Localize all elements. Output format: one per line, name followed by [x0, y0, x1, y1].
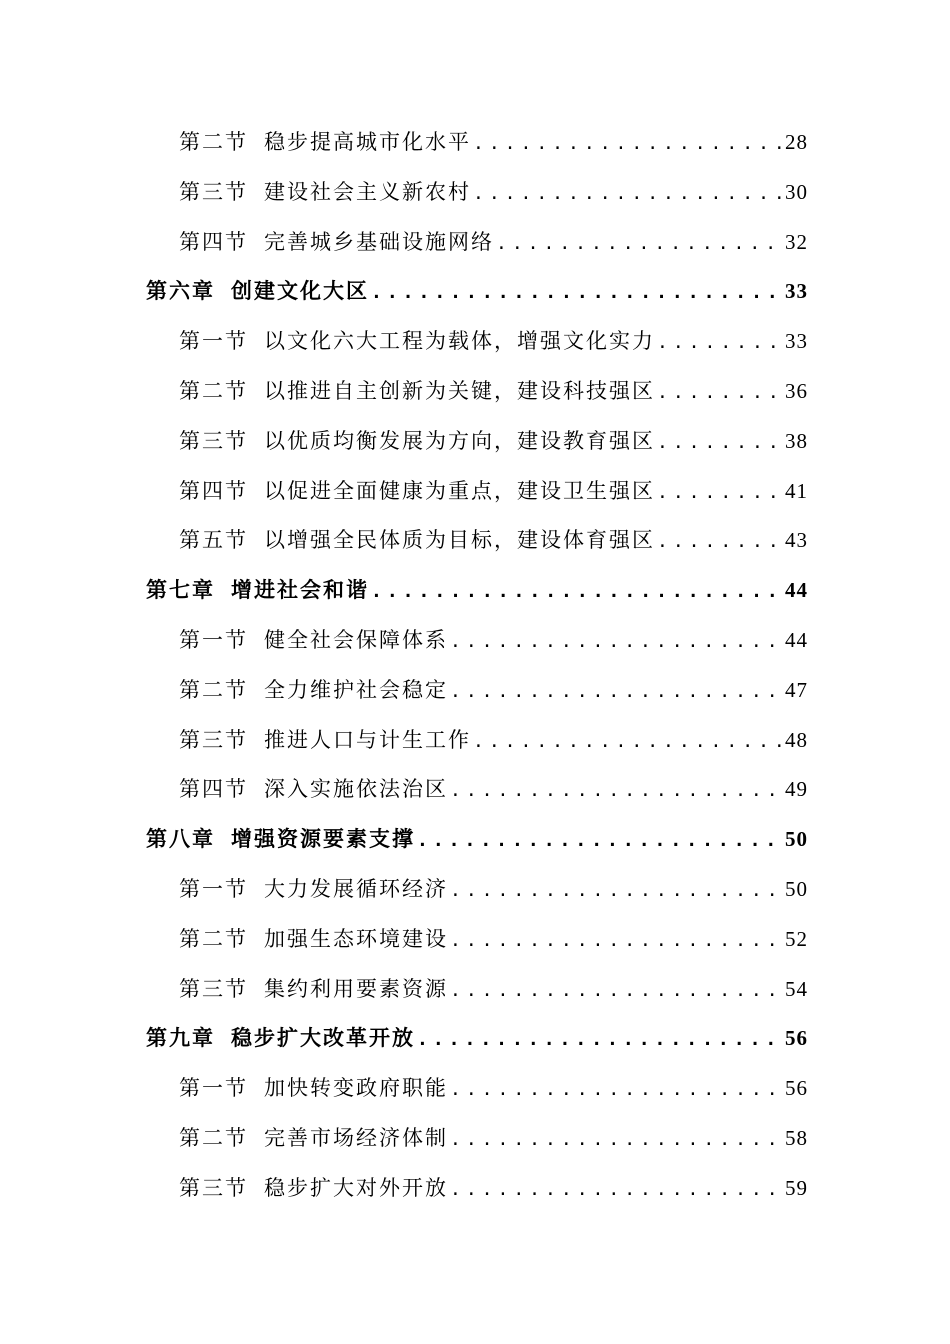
toc-entry[interactable]: [0, 1172, 808, 1222]
toc-entry-page: 38: [785, 428, 808, 453]
toc-entry-page: 49: [785, 777, 808, 802]
dot-leader: [655, 382, 784, 403]
toc-entry-page: 54: [785, 976, 808, 1001]
toc-chapter-page: 56: [785, 1026, 808, 1051]
toc-entry-title: 以增强全民体质为目标，建设体育强区: [264, 528, 655, 553]
toc-entry-title: 健全社会保障体系: [264, 627, 448, 652]
dot-leader: [655, 482, 784, 503]
toc-entry-label: 第一节: [179, 1076, 248, 1101]
toc-entry-label: 第四节: [179, 229, 248, 254]
toc-entry-page: 36: [785, 378, 808, 403]
dot-leader: [448, 1079, 784, 1100]
toc-entry[interactable]: [0, 1122, 808, 1172]
toc-entry-label: 第二节: [179, 378, 248, 403]
toc-chapter-page: 50: [785, 827, 808, 852]
toc-entry-label: 第一节: [179, 329, 248, 354]
toc-entry-page: 47: [785, 677, 808, 702]
toc-chapter[interactable]: [0, 275, 808, 325]
toc-entry-label: 第四节: [179, 777, 248, 802]
toc-entry-title: 以促进全面健康为重点，建设卫生强区: [264, 478, 655, 503]
toc-entry-title: 建设社会主义新农村: [264, 179, 471, 204]
toc-chapter-page: 44: [785, 578, 808, 603]
toc-entry-title: 稳步扩大对外开放: [264, 1175, 448, 1200]
toc-entry[interactable]: [0, 923, 808, 973]
toc-entry[interactable]: [0, 524, 808, 574]
toc-entry-page: 41: [785, 478, 808, 503]
dot-leader: [369, 581, 784, 602]
toc-entry-title: 以推进自主创新为关键，建设科技强区: [264, 378, 655, 403]
toc-entry-label: 第一节: [179, 876, 248, 901]
dot-leader: [448, 780, 784, 801]
toc-entry[interactable]: [0, 475, 808, 525]
dot-leader: [448, 681, 784, 702]
toc-entry-page: 48: [785, 727, 808, 752]
dot-leader: [448, 631, 784, 652]
toc-chapter-title: 增进社会和谐: [231, 577, 369, 603]
toc-entry-title: 推进人口与计生工作: [264, 727, 471, 752]
toc-entry-page: 52: [785, 926, 808, 951]
toc-entry-page: 58: [785, 1125, 808, 1150]
dot-leader: [655, 332, 784, 353]
toc-chapter-label: 第六章: [146, 278, 215, 304]
toc-entry-title: 加强生态环境建设: [264, 926, 448, 951]
dot-leader: [448, 930, 784, 951]
toc-chapter-page: 33: [785, 279, 808, 304]
toc-entry-label: 第二节: [179, 677, 248, 702]
toc-entry[interactable]: [0, 973, 808, 1023]
toc-entry[interactable]: [0, 773, 808, 823]
toc-entry[interactable]: [0, 674, 808, 724]
dot-leader: [494, 233, 784, 254]
toc-entry-label: 第三节: [179, 976, 248, 1001]
dot-leader: [415, 1029, 784, 1050]
toc-entry[interactable]: [0, 425, 808, 475]
toc-entry-label: 第五节: [179, 528, 248, 553]
toc-entry-page: 33: [785, 329, 808, 354]
toc-entry-title: 集约利用要素资源: [264, 976, 448, 1001]
toc-entry-label: 第二节: [179, 130, 248, 154]
toc-entry-label: 第二节: [179, 1125, 248, 1150]
toc-chapter[interactable]: [0, 823, 808, 873]
dot-leader: [471, 731, 784, 752]
toc-chapter-title: 稳步扩大改革开放: [231, 1025, 415, 1051]
toc-entry[interactable]: [0, 176, 808, 226]
toc-entry-title: 以优质均衡发展为方向，建设教育强区: [264, 428, 655, 453]
dot-leader: [471, 183, 784, 204]
toc-chapter-title: 创建文化大区: [231, 278, 369, 304]
toc-entry-page: 59: [785, 1175, 808, 1200]
toc-entry-label: 第一节: [179, 627, 248, 652]
toc-entry-title: 深入实施依法治区: [264, 777, 448, 802]
dot-leader: [448, 1179, 784, 1200]
toc-entry-title: 完善市场经济体制: [264, 1125, 448, 1150]
toc-entry-title: 大力发展循环经济: [264, 876, 448, 901]
toc-entry-label: 第四节: [179, 478, 248, 503]
dot-leader: [369, 282, 784, 303]
toc-entry[interactable]: [0, 226, 808, 276]
toc-chapter-label: 第八章: [146, 826, 215, 852]
toc-chapter-label: 第七章: [146, 577, 215, 603]
dot-leader: [415, 830, 784, 851]
toc-entry[interactable]: [0, 375, 808, 425]
dot-leader: [471, 133, 784, 154]
dot-leader: [448, 1129, 784, 1150]
toc-chapter-label: 第九章: [146, 1025, 215, 1051]
toc-entry-page: 56: [785, 1076, 808, 1101]
dot-leader: [448, 980, 784, 1001]
toc-entry-title: 以文化六大工程为载体，增强文化实力: [264, 329, 655, 354]
toc-entry-label: 第二节: [179, 926, 248, 951]
table-of-contents: [0, 126, 950, 1222]
toc-entry[interactable]: [0, 126, 808, 176]
toc-entry-page: 50: [785, 876, 808, 901]
toc-chapter-title: 增强资源要素支撑: [231, 826, 415, 852]
dot-leader: [655, 432, 784, 453]
toc-entry-label: 第三节: [179, 179, 248, 204]
toc-entry[interactable]: [0, 325, 808, 375]
toc-entry-page: 30: [785, 179, 808, 204]
toc-entry-label: 第三节: [179, 1175, 248, 1200]
toc-entry-page: 44: [785, 627, 808, 652]
toc-entry-page: 32: [785, 229, 808, 254]
toc-entry-label: 第三节: [179, 727, 248, 752]
toc-entry[interactable]: [0, 624, 808, 674]
toc-entry-title: 全力维护社会稳定: [264, 677, 448, 702]
dot-leader: [655, 531, 784, 552]
toc-entry-title: 加快转变政府职能: [264, 1076, 448, 1101]
toc-entry-page: 43: [785, 528, 808, 553]
toc-entry[interactable]: [0, 724, 808, 774]
toc-chapter[interactable]: [0, 574, 808, 624]
toc-entry[interactable]: [0, 873, 808, 923]
dot-leader: [448, 880, 784, 901]
toc-entry-title: 稳步提高城市化水平: [264, 130, 471, 154]
toc-entry-page: 28: [785, 130, 808, 154]
toc-chapter[interactable]: [0, 1022, 808, 1072]
toc-entry-title: 完善城乡基础设施网络: [264, 229, 494, 254]
toc-entry[interactable]: [0, 1072, 808, 1122]
toc-entry-label: 第三节: [179, 428, 248, 453]
